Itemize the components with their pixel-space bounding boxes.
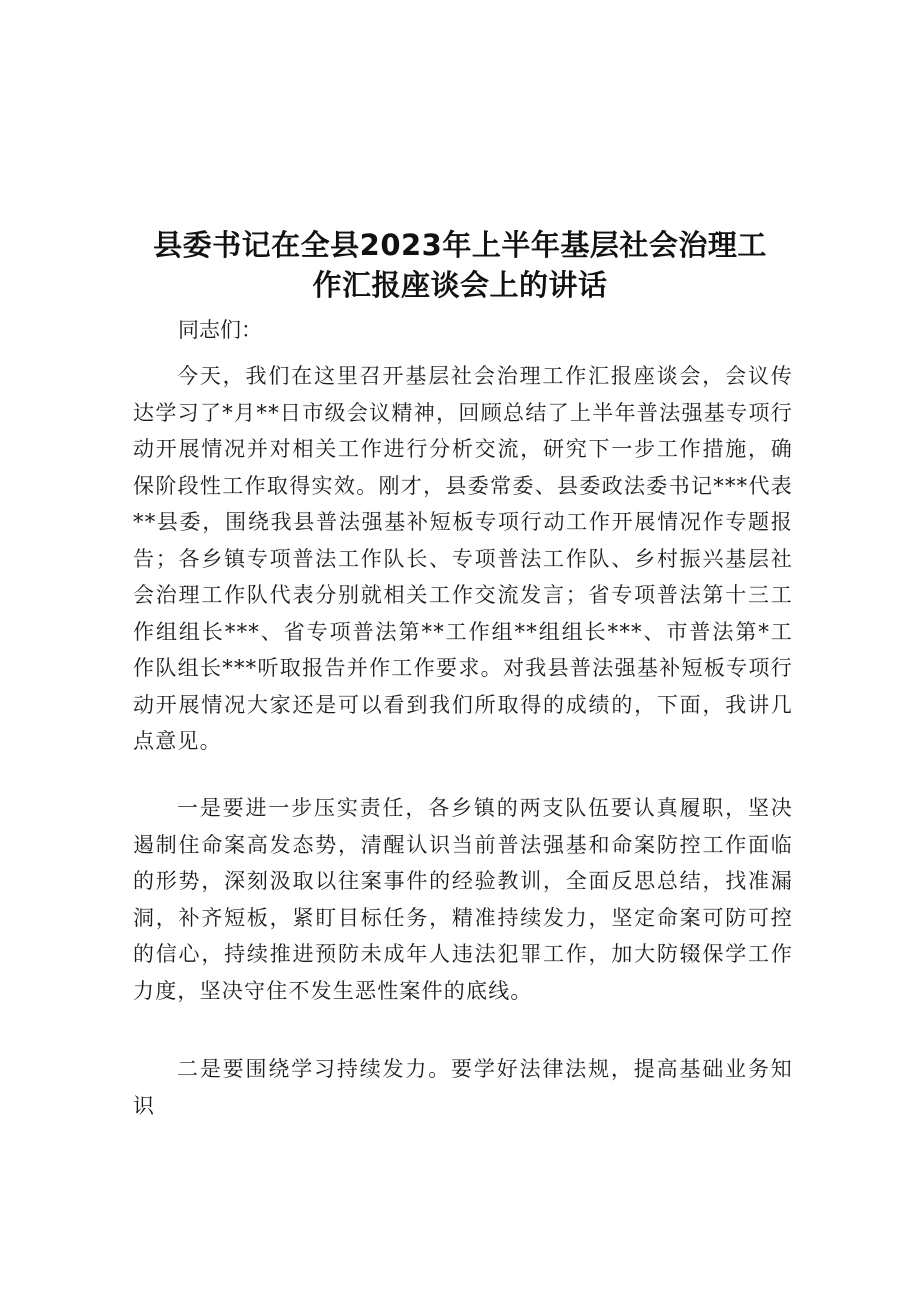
document-title-line-2: 作汇报座谈会上的讲话 [312, 268, 608, 302]
paragraph-point-two: 二是要围绕学习持续发力。要学好法律法规，提高基础业务知识 [133, 1057, 793, 1118]
document-title-line-1: 县委书记在全县2023年上半年基层社会治理工 [153, 228, 767, 262]
paragraph-opening: 今天，我们在这里召开基层社会治理工作汇报座谈会，会议传达学习了*月**日市级会议精神，回顾总结了上半年普法强基专项行动开展情况并对相关工作进行分析交流，研究下一步工作措施，确保阶段性工作取得实效。刚才，县委常委、县委政法委书记***代表**县委，围绕我县普法强基补短板专项行动工作开展情况作专题报告；各乡镇专项普法工作队长、专项普法工作队、乡村振兴基层社会治理工作队代表分别就相关工作交流发言；省专项普法第十三工作组组长***、省专项普法第**工作组**组组长***、市普法第*工作队组长***听取报告并作工作要求。对我县普法强基补短板专项行动开展情况大家还是可以看到我们所取得的成绩的，下面，我讲几点意见。 [133, 364, 793, 753]
paragraph-point-one: 一是要进一步压实责任，各乡镇的两支队伍要认真履职，坚决遏制住命案高发态势，清醒认识当前普法强基和命案防控工作面临的形势，深刻汲取以往案事件的经验教训，全面反思总结，找准漏洞，补齐短板，紧盯目标任务，精准持续发力，坚定命案可防可控的信心，持续推进预防未成年人违法犯罪工作，加大防辍保学工作力度，坚决守住不发生恶性案件的底线。 [133, 796, 793, 1003]
salutation: 同志们： [178, 318, 262, 342]
